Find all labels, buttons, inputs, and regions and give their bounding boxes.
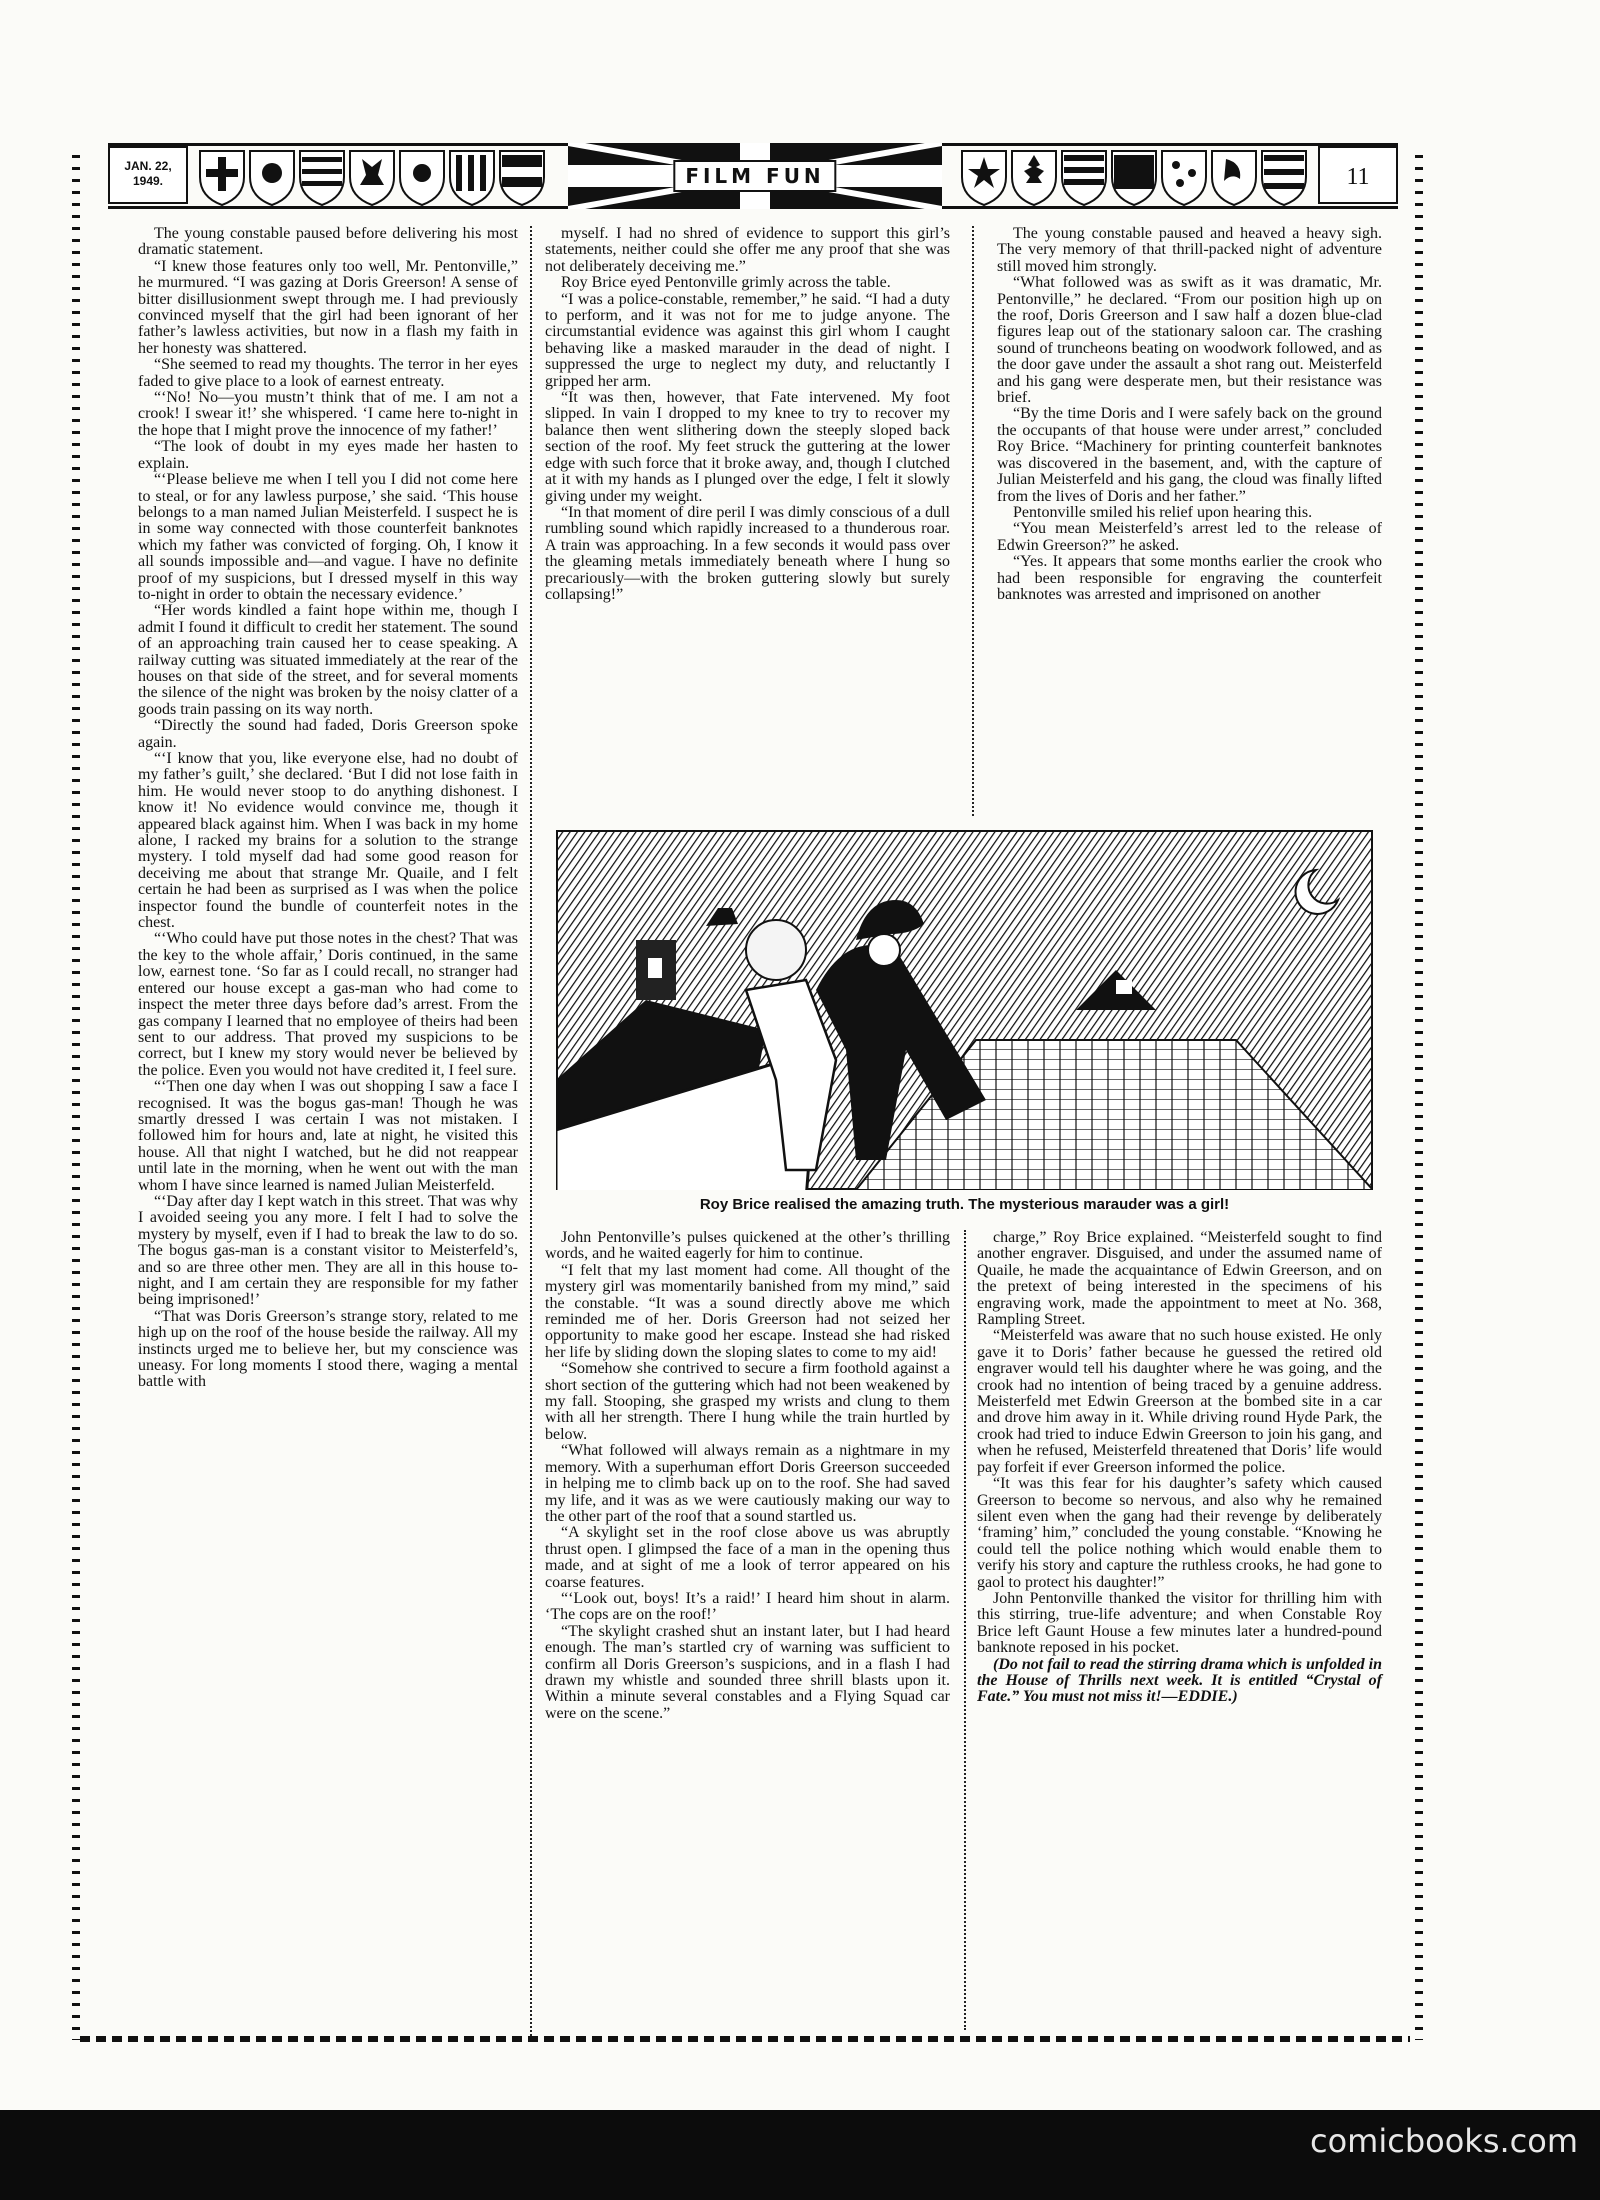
editor-note: (Do not fail to read the stirring drama which is unfolded in the House of Thrills next week. It is entitled “Crystal of Fate.” You must not miss it!—EDDIE.): [977, 1655, 1382, 1706]
paragraph: “Meisterfeld was aware that no such house existed. He only gave it to Doris’ father because he guessed the retired old engraver would tell his daughter where he was going, and the crook had no intention of being traced by a genuine address. Meisterfeld met Edwin Greerson at the bombed site in a car and drove him away in it. While driving round Hyde Park, the crook had tried to induce Edwin Greerson to join his gang, and when he refused, Meisterfeld threatened that Doris’ life would pay forfeit if ever Greerson informed the police.: [977, 1327, 1382, 1476]
paragraph: John Pentonville thanked the visitor for thrilling him with this stirring, true-life adventure; and when Constable Roy Brice left Gaunt House a few minutes later a hundred-pound banknote reposed in his pocket.: [977, 1589, 1382, 1657]
paragraph: “Her words kindled a faint hope within me, though I admit I found it difficult to credit her statement. The sound of an approaching train caused her to cease speaking. A railway cutting was situated immediately at the rear of the houses on that side of the street, and for several moments the silence of the night was broken by the noisy clatter of a goods train passing on its way north.: [138, 602, 518, 718]
article-column-2: [545, 226, 950, 826]
logo-text: FILM FUN: [673, 160, 836, 192]
paragraph: “The look of doubt in my eyes made her hasten to explain.: [138, 438, 518, 472]
flag-shields-right: [958, 143, 1313, 209]
paragraph: “A skylight set in the roof close above us was abruptly thrust open. I glimpsed the face of a man in the opening thus made, and at sight of me a look of terror appeared on his coarse features.: [545, 1524, 950, 1591]
issue-date-line2: 1949.: [132, 174, 164, 188]
paragraph: “She seemed to read my thoughts. The terror in her eyes faded to give place to a look of earnest entreaty.: [138, 356, 518, 390]
illustration-caption: Roy Brice realised the amazing truth. The mysterious marauder was a girl!: [699, 1196, 1230, 1213]
paragraph: Pentonville smiled his relief upon hearing this.: [1013, 503, 1313, 521]
page-number: 11: [1318, 146, 1398, 204]
paragraph: The young constable paused before delivering his most dramatic statement.: [138, 225, 518, 259]
right-border: [1415, 155, 1423, 2040]
paragraph: “It was this fear for his daughter’s safety which caused Greerson to become so nervous, and also why he remained silent even when the gang had their revenge by deliberately ‘framing’ him,” concluded the young constable. “Knowing he could tell the police nothing which would enable them to verify his story and capture the ruthless crooks, he had gone to gaol to protect his daughter!”: [977, 1475, 1382, 1591]
paragraph: “What followed was as swift as it was dramatic, Mr. Pentonville,” he declared. “From our position high up on the roof, Doris Greerson and I saw half a dozen blue-clad figures leap out of the stationary saloon car. The crashing sound of truncheons beating on woodwork followed, and as the door gave under the assault a shot rang out. Meisterfeld and his gang were desperate men, but their resistance was brief.: [997, 274, 1382, 407]
paragraph: “‘Please believe me when I tell you I did not come here to steal, or for any lawless purpose,’ she said. ‘This house belongs to a man named Julian Meisterfeld. I suspect he is in some way connected with those counterfeit banknotes which my father was convicted of forging. Oh, I know it all sounds impossible and—and vague. I have no definite proof of my suspicions, but I dressed myself in this way to-night in order to obtain the necessary evidence.’: [138, 471, 518, 603]
paragraph: Roy Brice eyed Pentonville grimly across the table.: [561, 274, 891, 292]
left-border: [72, 155, 80, 2040]
paragraph: myself. I had no shred of evidence to support this girl’s statements, neither could she offer me any proof that she was not deliberately deceiving me.”: [545, 225, 950, 275]
paragraph: “‘Look out, boys! It’s a raid!’ I heard him shout in alarm. ‘The cops are on the roof!’: [545, 1589, 950, 1624]
paragraph: “‘No! No—you mustn’t think that of me. I am not a crook! I swear it!’ she whispered. ‘I came here to-night in the hope that I might prove the innocence of my father!’: [138, 389, 518, 439]
paragraph: “‘Then one day when I was out shopping I saw a face I recognised. It was the bogus gas-man! Though he was smartly dressed I was certain I was not mistaken. I followed him for hours and, late at night, he visited this house. All that night I watched, but he did not reappear until late in the morning, when he went out with the man whom I have since learned is named Julian Meisterfeld.: [138, 1078, 518, 1194]
paragraph: “The skylight crashed shut an instant later, but I had heard enough. The man’s startled cry of warning was sufficient to confirm all Doris Greerson’s suspicions, and in a flash I had drawn my whistle and sounded three shrill blasts upon it. Within a minute several constables and a Flying Squad car were on the scene.”: [545, 1622, 950, 1722]
column-rule-3: [964, 1230, 966, 2030]
paragraph: “You mean Meisterfeld’s arrest led to the release of Edwin Greerson?” he asked.: [997, 520, 1382, 554]
paragraph: “I knew those features only too well, Mr. Pentonville,” he murmured. “I was gazing at Doris Greerson! A sense of bitter disillusionment swept through me. I had previously convinced myself that the girl had been ignorant of her father’s lawless activities, but now in a flash my faith in her honesty was shattered.: [138, 257, 518, 357]
paragraph: The young constable paused and heaved a heavy sigh. The very memory of that thrill-packed night of adventure still moved him strongly.: [997, 225, 1382, 275]
paragraph: “‘Day after day I kept watch in this street. That was why I avoided seeing you any more. I felt I had to solve the mystery by myself, even if I had to break the law to do so. The bogus gas-man is a constant visitor to Meisterfeld’s, and so are three other men. They are all in this house to-night, and I am certain they are responsible for my father being imprisoned!’: [138, 1192, 518, 1309]
paragraph: “I felt that my last moment had come. All thought of the mystery girl was momentarily banished from my mind,” said the constable. “It was a sound directly above me which reminded me of her. Doris Greerson had not seized her opportunity to make good her escape. Instead she had risked her life by sliding down the sloping slates to come to my aid!: [545, 1261, 950, 1361]
flag-shields-left: [196, 143, 551, 209]
watermark: comicbooks.com: [1309, 2122, 1578, 2160]
issue-date: [108, 146, 188, 204]
issue-date-line1: JAN. 22,: [124, 159, 172, 173]
column-rule-1: [530, 226, 532, 2036]
paragraph: “It was then, however, that Fate intervened. My foot slipped. In vain I dropped to my knee to try to recover my balance then went slithering down the steeply sloped back section of the roof. My feet struck the guttering at the lower edge with such force that it broke away, and, though I clutched at it with my hands as I plunged over the edge, I felt it slowly giving under my weight.: [545, 389, 950, 505]
paragraph: “By the time Doris and I were safely back on the ground the occupants of that house were under arrest,” concluded Roy Brice. “Machinery for printing counterfeit banknotes was discovered in the basement, and, with the capture of Julian Meisterfeld and his gang, the cloud was finally lifted from the lives of Doris and her father.”: [997, 405, 1382, 505]
paragraph: “I was a police-constable, remember,” he said. “I had a duty to perform, and it was not for me to judge anyone. The circumstantial evidence was against this girl whom I caught behaving like a masked marauder in the dead of night. I suppressed the urge to neglect my duty, and reluctantly I gripped her arm.: [545, 290, 950, 390]
paragraph: “Yes. It appears that some months earlier the crook who had been responsible for engraving the counterfeit banknotes was arrested and imprisoned on another: [997, 553, 1382, 603]
paragraph: “In that moment of dire peril I was dimly conscious of a dull rumbling sound which rapidly increased to a thunderous roar. A train was approaching. In a few seconds it would pass over the gleaming metals immediately beneath where I hung so precariously—with the broken guttering slowly but surely collapsing!”: [545, 503, 950, 603]
paragraph: “Somehow she contrived to secure a firm foothold against a short section of the guttering which had not been weakened by my fall. Stooping, she grasped my wrists and clung to them with all her strength. There I hung while the train hurtled by below.: [545, 1360, 950, 1443]
paragraph: John Pentonville’s pulses quickened at the other’s thrilling words, and he waited eagerly for him to continue.: [545, 1229, 950, 1263]
paragraph: charge,” Roy Brice explained. “Meisterfeld sought to find another engraver. Disguised, and under the assumed name of Quaile, he made the acquaintance of Edwin Greerson, and on the pretext of being interested in the specimens of his engraving work, made the appointment to meet at No. 368, Rampling Street.: [977, 1229, 1382, 1329]
bottom-border: [80, 2036, 1410, 2042]
paragraph: “What followed will always remain as a nightmare in my memory. With a superhuman effort Doris Greerson succeeded in helping me to climb back up on to the roof. She had saved my life, and it was as we were cautiously making our way to the other part of the roof that a sound startled us.: [545, 1442, 950, 1525]
paragraph: “Directly the sound had faded, Doris Greerson spoke again.: [138, 717, 518, 751]
column-rule-2: [972, 226, 974, 816]
article-column-5: [977, 1230, 1382, 2020]
article-column-1: [138, 226, 518, 2021]
page-header: [108, 143, 1398, 209]
rooftop-illustration: [556, 830, 1373, 1190]
paragraph: “‘Who could have put those notes in the chest? That was the key to the whole affair,’ Doris continued, in the same low, earnest tone. ‘So far as I could recall, no stranger had entered our house except a gas-man who had come to inspect the meter three days before dad’s arrest. From the gas company I learned that no employee of theirs had been sent to our address. That proved my suspicions to be correct, but I knew my story would never be believed by the police. Even you would not have credited it, I feel sure.: [138, 930, 518, 1079]
paragraph: “‘I know that you, like everyone else, had no doubt of my father’s guilt,’ she declared. ‘But I did not lose faith in him. He would never stoop to do anything dishonest. I know it! No evidence would convince me, though it appeared black against him. When I was back in my home alone, I racked my brains for a solution to the strange mystery. I told myself dad had some good reason for deceiving me about that strange Mr. Quaile, and I felt certain he had been as surprised as I was when the police inspector found the bundle of counterfeit notes in the chest.: [138, 750, 518, 932]
article-column-4: [545, 1230, 950, 2020]
paragraph: “That was Doris Greerson’s strange story, related to me high up on the roof of the house beside the railway. All my instincts urged me to believe her, but my conscience was uneasy. For long moments I stood there, waging a mental battle with: [138, 1307, 518, 1391]
film-fun-logo: [568, 143, 942, 209]
article-column-3: [997, 226, 1382, 826]
